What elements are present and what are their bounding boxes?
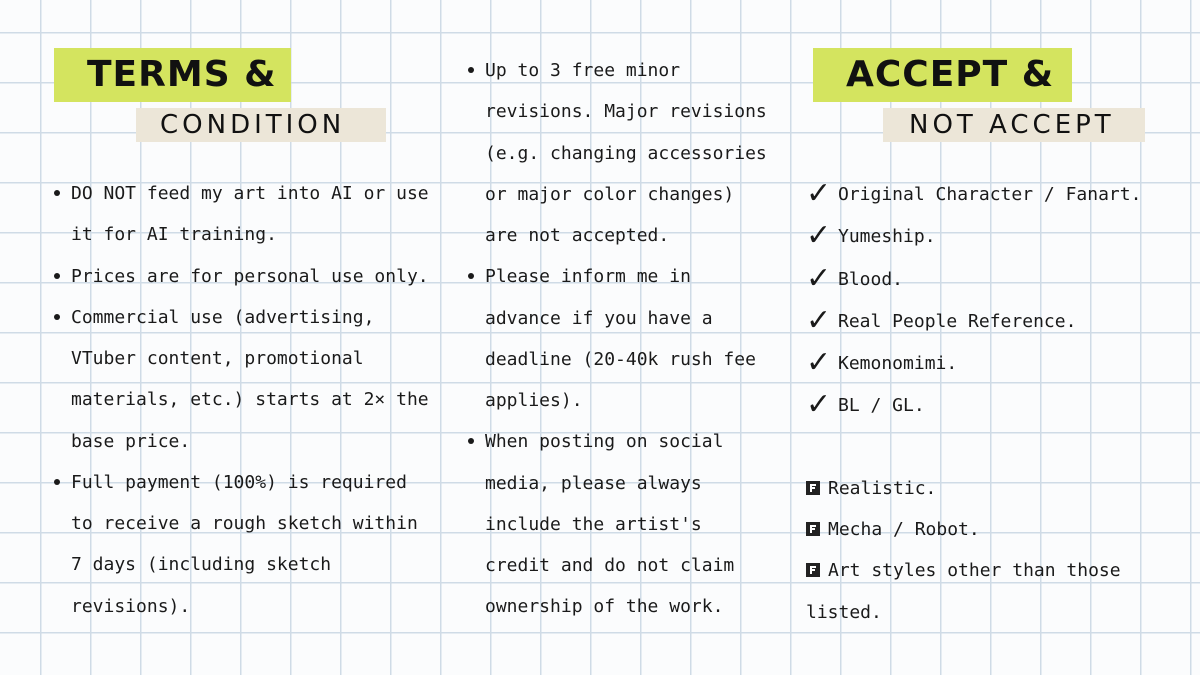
x-box-icon: [806, 522, 820, 536]
check-mark-icon: ✓: [806, 387, 832, 423]
terms-title: TERMS &: [54, 48, 291, 102]
accept-title: ACCEPT &: [813, 48, 1072, 102]
accepted-item: [806, 342, 1151, 384]
accepted-item-label: BL / GL.: [838, 395, 925, 417]
accepted-item-label: Kemonomimi.: [838, 353, 958, 374]
check-mark-icon: ✓: [806, 176, 832, 211]
terms-item: DO NOT feed my art into AI or use it for AI training.: [54, 173, 434, 256]
rejected-item: [806, 468, 1151, 509]
terms-item: Prices are for personal use only.: [54, 256, 434, 297]
accepted-item-label: Original Character / Fanart.: [838, 184, 1142, 205]
accepted-item: [806, 384, 1151, 426]
rejected-item: [806, 550, 1151, 633]
terms-item: Please inform me in advance if you have a deadline (20-40k rush fee applies).: [468, 256, 768, 421]
accepted-item: [806, 300, 1151, 342]
check-mark-icon: ✓: [806, 218, 832, 254]
check-mark-icon: ✓: [806, 345, 832, 380]
rejected-item-label: Realistic.: [828, 477, 937, 499]
accepted-item-label: Blood.: [838, 268, 904, 290]
list-spacer: [806, 427, 1151, 468]
terms-item: When posting on social media, please always include the artist's credit and do not claim ownership of the work.: [468, 421, 768, 627]
terms-item: Commercial use (advertising, VTuber content, promotional materials, etc.) starts at 2× the base price.: [54, 297, 434, 462]
accepted-item: [806, 173, 1151, 215]
accepted-item: [806, 215, 1151, 257]
rejected-item: [806, 509, 1151, 550]
terms-item: Up to 3 free minor revisions. Major revisions (e.g. changing accessories or major color changes) are not accepted.: [468, 50, 768, 256]
accept-subtitle: NOT ACCEPT: [883, 108, 1145, 142]
x-box-icon: [806, 481, 820, 495]
terms-subtitle: CONDITION: [136, 108, 386, 142]
check-mark-icon: ✓: [806, 260, 832, 296]
rejected-item-label: Mecha / Robot.: [828, 519, 980, 540]
accepted-item: [806, 258, 1151, 300]
terms-list-middle: [468, 50, 768, 628]
accept-list: [806, 173, 1151, 633]
accepted-item-label: Real People Reference.: [838, 310, 1077, 332]
terms-item: Full payment (100%) is required to receive a rough sketch within 7 days (including sketch revisions).: [54, 462, 434, 627]
rejected-item-label: Art styles other than those listed.: [806, 560, 1121, 623]
x-box-icon: [806, 563, 820, 577]
terms-list-left: [54, 173, 434, 627]
accepted-item-label: Yumeship.: [838, 226, 936, 248]
check-mark-icon: ✓: [806, 302, 832, 338]
